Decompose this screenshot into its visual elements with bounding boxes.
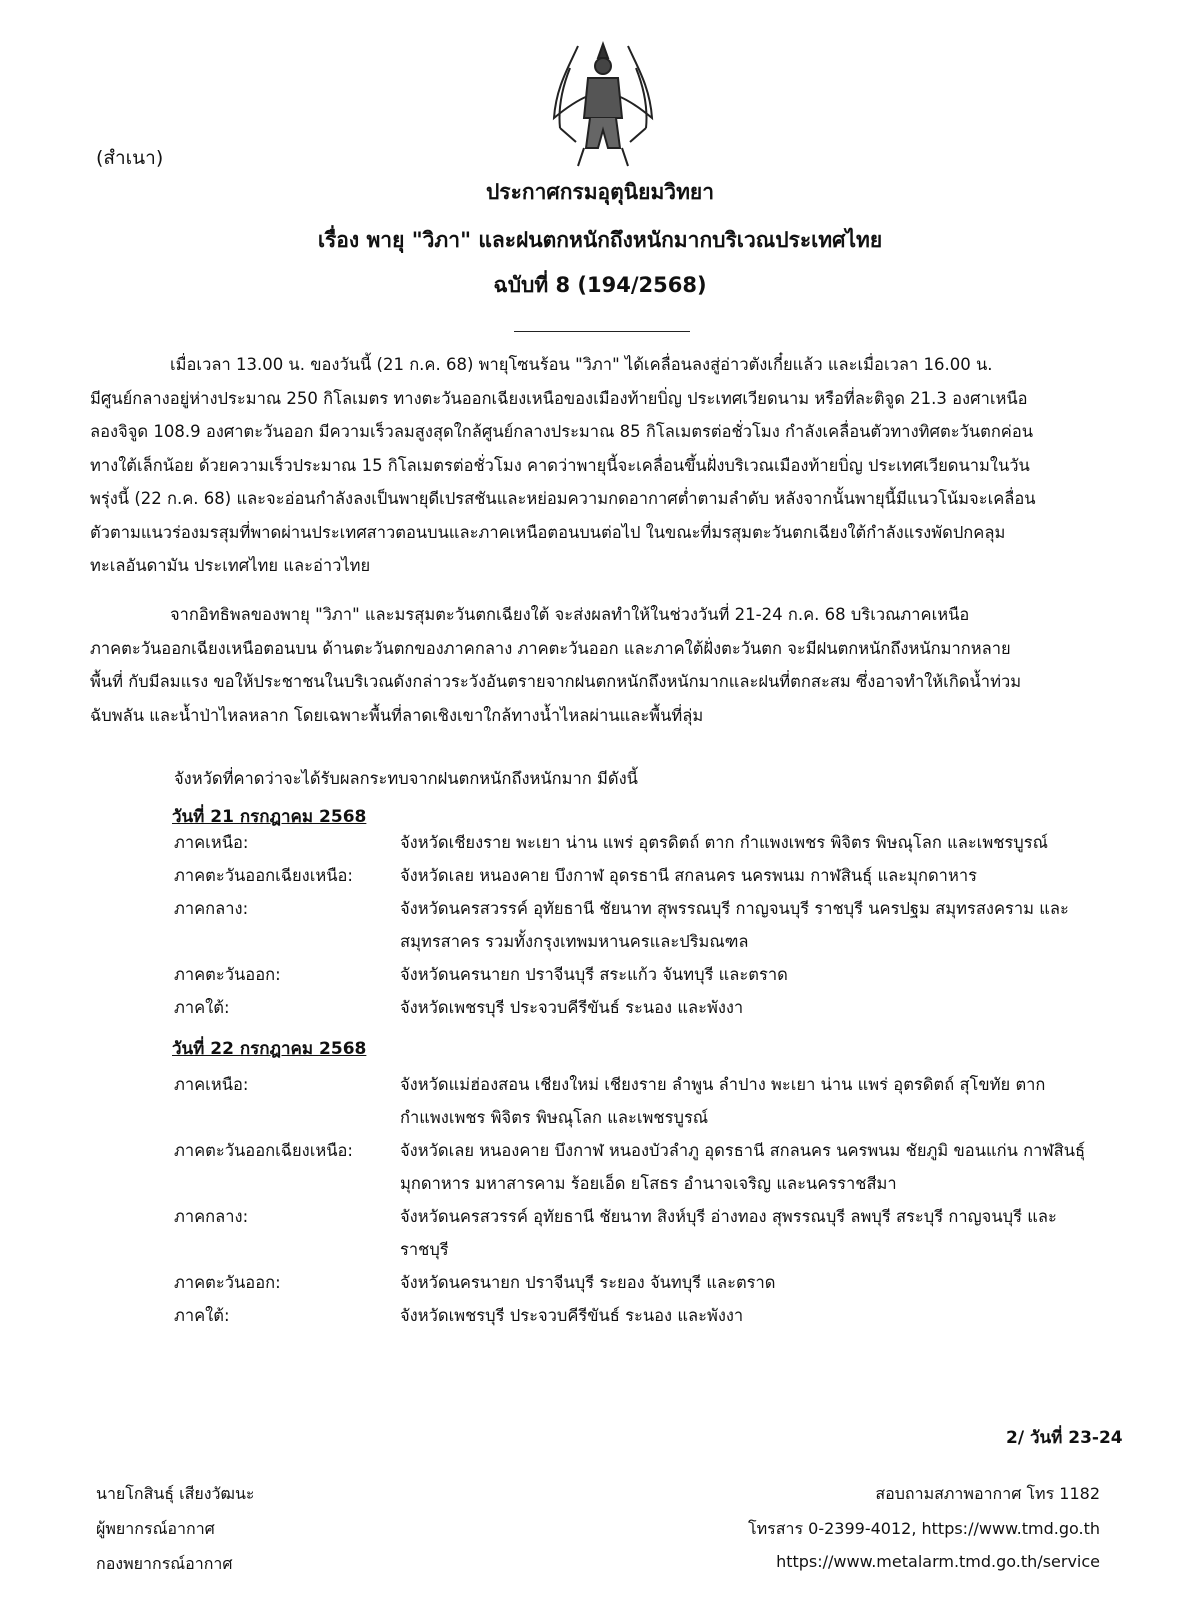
paragraph-line: พรุ่งนี้ (22 ก.ค. 68) และจะอ่อนกำลังลงเป็นพายุดีเปรสชันและหย่อมความกดอากาศต่ำตามลำดับ หลังจากนั้นพายุนี้มีแนวโน้มจะเคลื่อน [90, 489, 1036, 508]
region-label: ภาคใต้: [174, 1306, 230, 1325]
forecast-date-heading: วันที่ 21 กรกฎาคม 2568 [172, 807, 367, 827]
region-label: ภาคตะวันออกเฉียงเหนือ: [174, 1141, 353, 1160]
province-list: จังหวัดแม่ฮ่องสอน เชียงใหม่ เชียงราย ลำพูน ลำปาง พะเยา น่าน แพร่ อุตรดิตถ์ สุโขทัย ตาก กำแพงเพชร พิจิตร พิษณุโลก และเพชรบูรณ์ [400, 1075, 1046, 1127]
paragraph-line: เมื่อเวลา 13.00 น. ของวันนี้ (21 ก.ค. 68) พายุโซนร้อน "วิภา" ได้เคลื่อนลงสู่อ่าวตังเกี๋ยแล้ว และเมื่อเวลา 16.00 น. [170, 355, 993, 374]
title-divider [514, 331, 690, 332]
region-label: ภาคกลาง: [174, 899, 249, 918]
province-list: จังหวัดเลย หนองคาย บึงกาฬ หนองบัวลำภู อุดรธานี สกลนคร นครพนม ชัยภูมิ ขอนแก่น กาฬสินธุ์ มุกดาหาร มหาสารคาม ร้อยเอ็ด ยโสธร อำนาจเจริญ และนครราชสีมา [400, 1141, 1086, 1193]
region-label: ภาคเหนือ: [174, 833, 249, 852]
garuda-emblem-icon [548, 38, 658, 170]
province-list: จังหวัดเพชรบุรี ประจวบคีรีขันธ์ ระนอง และพังงา [400, 1306, 744, 1325]
signer-position: ผู้พยากรณ์อากาศ [96, 1519, 215, 1538]
announcement-title: ประกาศกรมอุตุนิยมวิทยา [485, 180, 715, 204]
paragraph-line: พื้นที่ กับมีลมแรง ขอให้ประชาชนในบริเวณดังกล่าวระวังอันตรายจากฝนตกหนักถึงหนักมากและฝนที่ตกสะสม ซึ่งอาจทำให้เกิดน้ำท่วม [90, 672, 1022, 691]
paragraph-impact [90, 598, 1100, 732]
region-label: ภาคกลาง: [174, 1207, 249, 1226]
region-label: ภาคตะวันออกเฉียงเหนือ: [174, 866, 353, 885]
paragraph-line: มีศูนย์กลางอยู่ห่างประมาณ 250 กิโลเมตร ทางตะวันออกเฉียงเหนือของเมืองท้ายบิ่ญ ประเทศเวียดนาม หรือที่ละติจูด 21.3 องศาเหนือ [90, 388, 1028, 408]
paragraph-line: จากอิทธิพลของพายุ "วิภา" และมรสุมตะวันตกเฉียงใต้ จะส่งผลทำให้ในช่วงวันที่ 21-24 ก.ค. 68 บริเวณภาคเหนือ [170, 605, 970, 624]
announcement-issue-number: ฉบับที่ 8 (194/2568) [493, 273, 707, 297]
paragraph-line: ทางใต้เล็กน้อย ด้วยความเร็วประมาณ 15 กิโลเมตรต่อชั่วโมง คาดว่าพายุนี้จะเคลื่อนขึ้นฝั่งบริเวณเมืองท้ายบิ่ญ ประเทศเวียดนามในวัน [90, 455, 1030, 475]
region-label: ภาคเหนือ: [174, 1075, 249, 1094]
signer-division: กองพยากรณ์อากาศ [96, 1554, 233, 1573]
announcement-subject: เรื่อง พายุ "วิภา" และฝนตกหนักถึงหนักมากบริเวณประเทศไทย [317, 228, 883, 252]
paragraph-line: ตัวตามแนวร่องมรสุมที่พาดผ่านประเทศสาวตอนบนและภาคเหนือตอนบนต่อไป ในขณะที่มรสุมตะวันตกเฉียงใต้กำลังแรงพัดปกคลุม [90, 522, 1006, 542]
province-list: จังหวัดนครสวรรค์ อุทัยธานี ชัยนาท สุพรรณบุรี กาญจนบุรี ราชบุรี นครปฐม สมุทรสงคราม และสมุทรสาคร รวมทั้งกรุงเทพมหานครและปริมณฑล [400, 899, 1069, 951]
paragraph-line: ลองจิจูด 108.9 องศาตะวันออก มีความเร็วลมสูงสุดใกล้ศูนย์กลางประมาณ 85 กิโลเมตรต่อชั่วโมง กำลังเคลื่อนตัวทางทิศตะวันตกค่อน [90, 422, 1034, 441]
province-list: จังหวัดเชียงราย พะเยา น่าน แพร่ อุตรดิตถ์ ตาก กำแพงเพชร พิจิตร พิษณุโลก และเพชรบูรณ์ [400, 833, 1048, 852]
province-list: จังหวัดนครสวรรค์ อุทัยธานี ชัยนาท สิงห์บุรี อ่างทอง สุพรรณบุรี ลพบุรี สระบุรี กาญจนบุรี และราชบุรี [400, 1207, 1057, 1259]
region-label: ภาคใต้: [174, 998, 230, 1017]
paragraph-line: ฉับพลัน และน้ำป่าไหลหลาก โดยเฉพาะพื้นที่ลาดเชิงเขาใกล้ทางน้ำไหลผ่านและพื้นที่ลุ่ม [90, 705, 704, 725]
province-list: จังหวัดเพชรบุรี ประจวบคีรีขันธ์ ระนอง และพังงา [400, 998, 744, 1017]
forecast-date-heading: วันที่ 22 กรกฎาคม 2568 [172, 1039, 367, 1059]
region-label: ภาคตะวันออก: [174, 1273, 281, 1292]
province-list: จังหวัดนครนายก ปราจีนบุรี ระยอง จันทบุรี และตราด [400, 1273, 776, 1292]
page-continuation: 2/ วันที่ 23-24 [1006, 1428, 1123, 1448]
paragraph-storm-status [90, 348, 1100, 583]
contact-service-link[interactable]: https://www.metalarm.tmd.go.th/service [776, 1552, 1100, 1571]
signer-name: นายโกสินธุ์ เสียงวัฒนะ [96, 1484, 255, 1503]
province-list: จังหวัดเลย หนองคาย บึงกาฬ อุดรธานี สกลนคร นครพนม กาฬสินธุ์ และมุกดาหาร [400, 866, 977, 885]
contact-fax-website[interactable]: โทรสาร 0-2399-4012, https://www.tmd.go.th [748, 1519, 1100, 1538]
copy-mark: (สำเนา) [96, 147, 164, 169]
region-label: ภาคตะวันออก: [174, 965, 281, 984]
paragraph-line: ภาคตะวันออกเฉียงเหนือตอนบน ด้านตะวันตกของภาคกลาง ภาคตะวันออก และภาคใต้ฝั่งตะวันตก จะมีฝนตกหนักถึงหนักมากหลาย [90, 638, 1011, 658]
contact-phone: สอบถามสภาพอากาศ โทร 1182 [875, 1484, 1100, 1503]
affected-provinces-intro: จังหวัดที่คาดว่าจะได้รับผลกระทบจากฝนตกหนักถึงหนักมาก มีดังนี้ [174, 769, 638, 788]
province-list: จังหวัดนครนายก ปราจีนบุรี สระแก้ว จันทบุรี และตราด [400, 965, 788, 984]
paragraph-line: ทะเลอันดามัน ประเทศไทย และอ่าวไทย [90, 556, 371, 575]
